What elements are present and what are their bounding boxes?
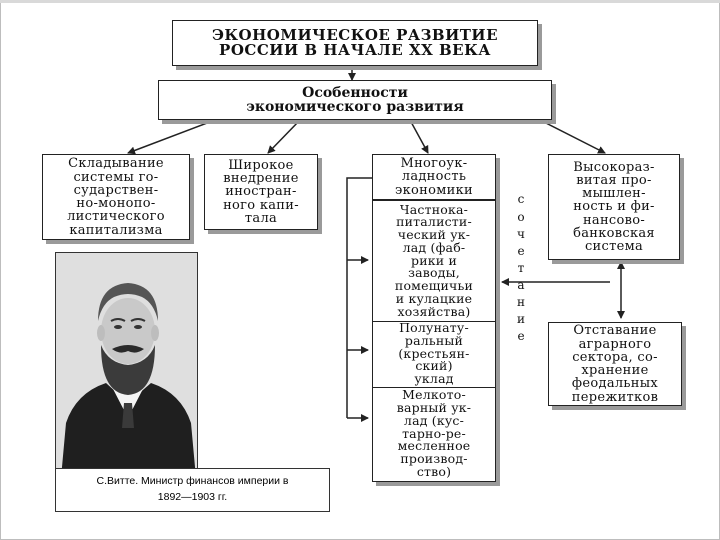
agrarian-lag-text: Отставание аграрного сектора, со- хранение феодальных пережитков [571, 323, 659, 405]
feature-1-text: Складывание системы го- сударствен- но-монопо- листического капитализма [67, 156, 165, 238]
feature-multi-uklad [372, 154, 496, 200]
uklad-semi-natural [374, 322, 494, 386]
witte-portrait [55, 252, 198, 477]
portrait-caption-text: С.Витте. Министр финансов империи в 1892—1903 гг. [96, 475, 289, 503]
portrait-caption [55, 468, 330, 512]
arrow-to-feature-1 [128, 120, 215, 153]
combination-letter: и [517, 312, 525, 326]
features-header [158, 80, 552, 120]
feature-foreign-capital [204, 154, 318, 230]
uklad-bracket [347, 178, 372, 418]
diagram-title-text: ЭКОНОМИЧЕСКОЕ РАЗВИТИЕ РОССИИ В НАЧАЛЕ XX ВЕКА [211, 25, 499, 59]
arrow-to-feature-4 [540, 120, 605, 153]
diagram-title [172, 20, 538, 66]
feature-3-text: Многоук- ладность экономики [395, 156, 473, 198]
combination-letter: н [517, 295, 525, 309]
combination-letter: о [517, 210, 525, 224]
uklad-1-text: Частнока- питалисти- ческий ук- лад (фаб- рики и заводы, помещичьи и кулацкие хозяйства) [394, 201, 474, 319]
combination-letter: с [517, 192, 525, 206]
uklad-private-capitalist [374, 202, 494, 320]
agrarian-lag-box [548, 322, 682, 406]
combination-letter: а [517, 278, 525, 292]
combination-letter: ч [517, 227, 525, 241]
combination-letter: т [517, 261, 525, 275]
arrow-to-feature-2 [268, 120, 300, 153]
combination-letter: е [517, 244, 525, 258]
uklad-2-text: Полунату- ральный (крестьян- ский) уклад [398, 320, 470, 387]
arrow-to-feature-3 [410, 120, 428, 153]
features-header-text: Особенности экономического развития [246, 84, 464, 115]
feature-state-monopoly [42, 154, 190, 240]
combination-letter: е [517, 329, 525, 343]
portrait-illustration [56, 253, 198, 477]
uklad-small-commodity [374, 388, 494, 480]
feature-2-text: Широкое внедрение иностран- ного капи- тала [223, 157, 299, 226]
uklad-3-text: Мелкото- варный ук- лад (кус- тарно-ре- месленное производ- ство) [396, 387, 472, 479]
feature-4-text: Высокораз- витая про- мышлен- ность и фи- нансово- банковская система [573, 159, 655, 255]
feature-developed-industry [548, 154, 680, 260]
